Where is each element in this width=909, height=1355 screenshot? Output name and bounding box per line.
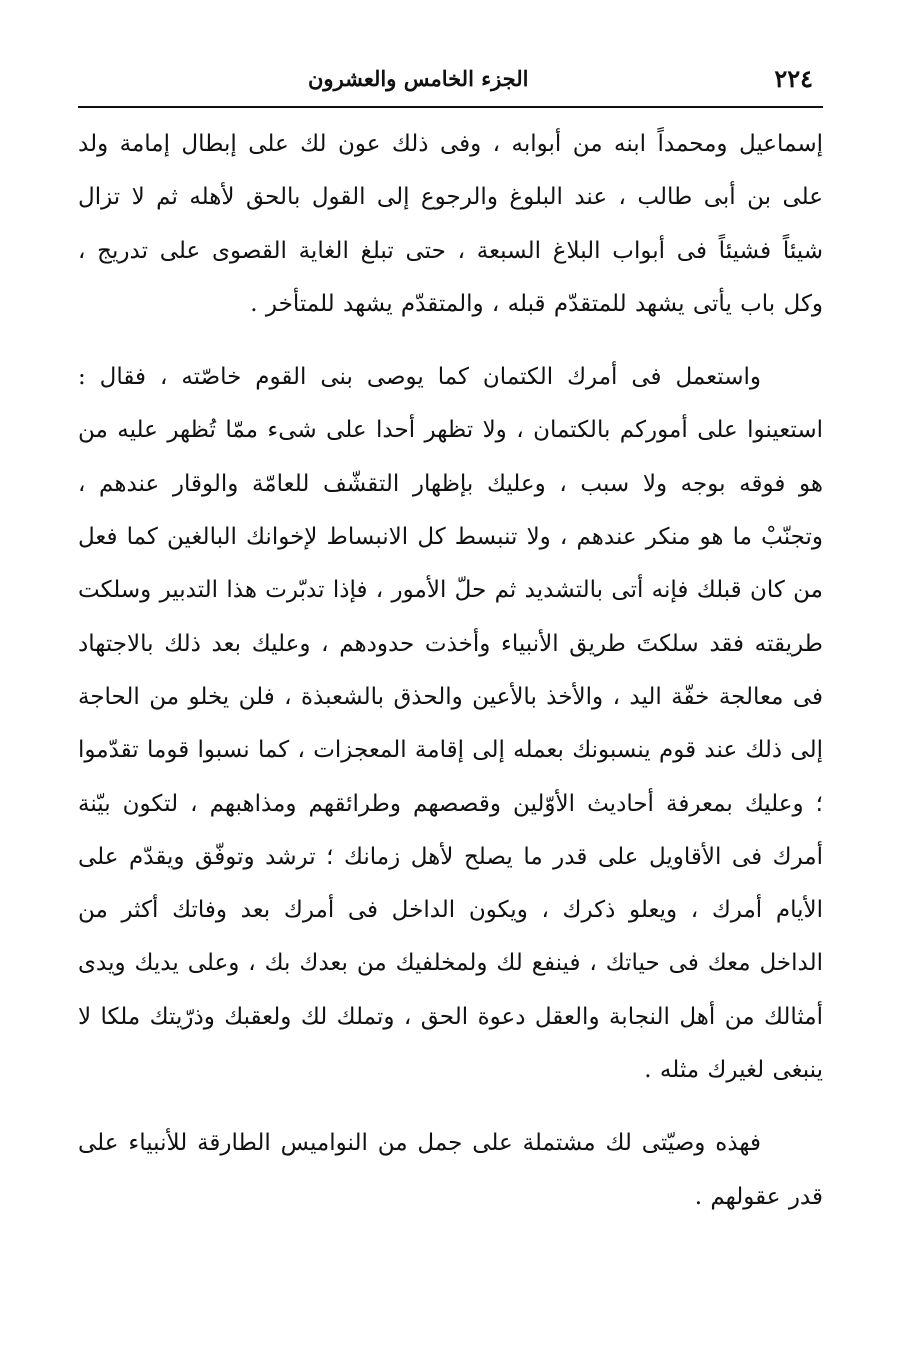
paragraph-1: إسماعيل ومحمداً ابنه من أبوابه ، وفى ذلك عون لك على إبطال إمامة ولد على بن أبى طالب ، عند البلوغ والرجوع إلى القول بالحق لأهله ثم لا تزال شيئاً فشيئاً فى أبواب البلاغ السبعة ، حتى تبلغ الغاية القصوى على تدريج ، وكل باب يأتى يشهد للمتقدّم قبله ، والمتقدّم يشهد للمتأخر . xyxy=(78,131,823,317)
book-page xyxy=(78,56,823,1224)
page-number: ٢٢٤ xyxy=(774,63,813,93)
header-rule xyxy=(78,106,823,108)
page-header xyxy=(78,56,823,100)
running-title: الجزء الخامس والعشرون xyxy=(308,65,529,91)
body-text xyxy=(78,118,823,1224)
paragraph-3: فهذه وصيّتى لك مشتملة على جمل من النواميس الطارقة للأنبياء على قدر عقولهم . xyxy=(78,1130,823,1210)
paragraph-2: واستعمل فى أمرك الكتمان كما يوصى بنى القوم خاصّته ، فقال : استعينوا على أموركم بالكتمان ، ولا تظهر أحدا على شىء ممّا تُظهر عليه من هو فوقه بوجه ولا سبب ، وعليك بإظهار التقشّف للعامّة والوقار عندهم ، وتجنّبْ ما هو منكر عندهم ، ولا تنبسط كل الانبساط لإخوانك البالغين كما فعل من كان قبلك فإنه أتى بالتشديد ثم حلّ الأمور ، فإذا تدبّرت هذا التدبير وسلكت طريقته فقد سلكتَ طريق الأنبياء وأخذت حدودهم ، وعليك بعد ذلك بالاجتهاد فى معالجة خفّة اليد ، والأخذ بالأعين والحذق بالشعبذة ، فلن يخلو من الحاجة إلى ذلك عند قوم ينسبونك بعمله إلى إقامة المعجزات ، كما نسبوا قوما تقدّموا ؛ وعليك بمعرفة أحاديث الأوّلين وقصصهم وطرائقهم ومذاهبهم ، لتكون بيّنة أمرك فى الأقاويل على قدر ما يصلح لأهل زمانك ؛ ترشد وتوفّق ويقدّم على الأيام أمرك ، ويعلو ذكرك ، ويكون الداخل فى أمرك بعد وفاتك أكثر من الداخل معك فى حياتك ، فينفع لك ولمخلفيك من بعدك بك ، وعلى يديك ويدى أمثالك من أهل النجابة والعقل دعوة الحق ، وتملك لك ولعقبك وذرّيتك ملكا لا ينبغى لغيرك مثله . xyxy=(77,364,823,1084)
